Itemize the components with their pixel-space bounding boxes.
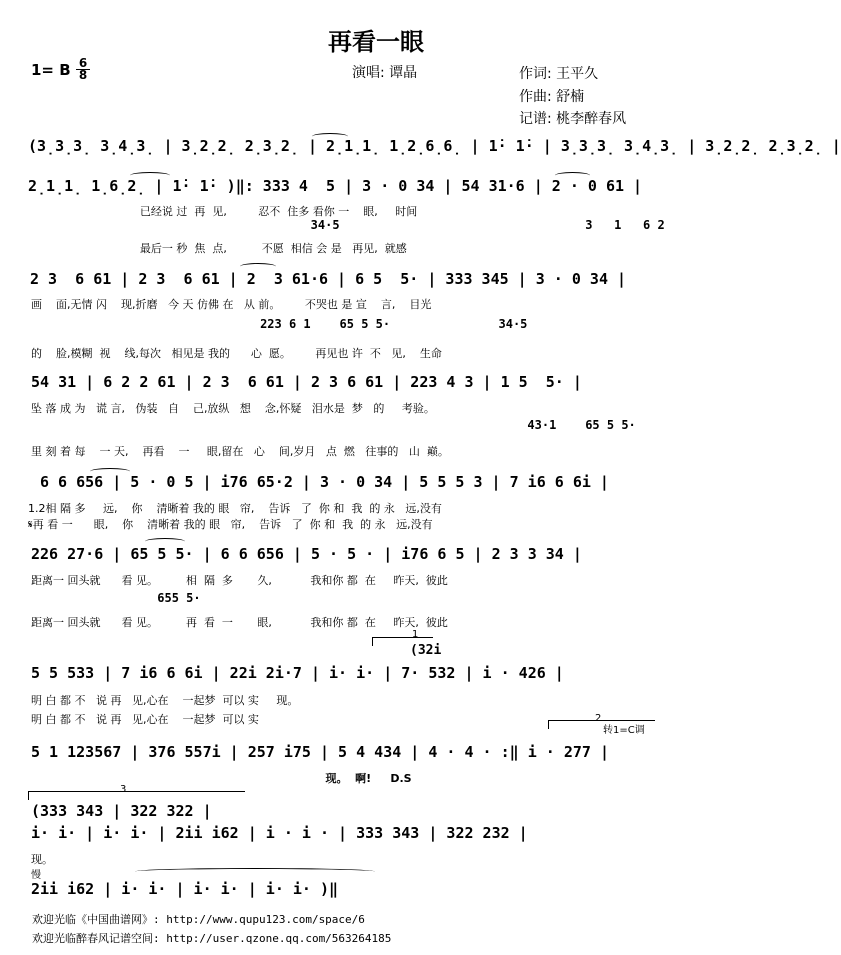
time-signature-bottom: 8	[78, 68, 88, 82]
lyric-line: 距离一 回头就 看 见。 相 隔 多 久, 我和你 都 在 昨天, 彼此	[31, 574, 448, 587]
slur-mark	[240, 263, 276, 270]
slur-mark	[135, 868, 375, 875]
footer-link-qzone[interactable]: 欢迎光临醉春风记谱空间: http://user.qzone.qq.com/563264185	[32, 932, 392, 945]
time-signature-top: 6	[76, 58, 90, 70]
transcriber-credit: 记谱: 桃李醉春风	[519, 111, 627, 127]
slur-mark	[312, 133, 348, 140]
score-row-4: 54 31 | 6 2 2 61 | 2 3 6 61 | 2 3 6 61 | 223 4 3 | 1 5 5· |	[31, 373, 582, 391]
lyric-line: 明 白 都 不 说 再 见,心在 一起梦 可以 实	[31, 713, 259, 726]
lyric-line: 现。	[31, 853, 53, 866]
score-row-9a: (333 343 | 322 322 |	[31, 802, 212, 820]
composer-credit: 作曲: 舒楠	[519, 89, 585, 105]
score-row-8: 5 1 123567 | 376 557i | 257 i75 | 5 4 434 | 4 · 4 · :‖ i · 277 |	[31, 743, 609, 761]
slur-mark	[145, 538, 185, 545]
alt-notes: 655 5·	[85, 591, 201, 605]
key-change-note: 转1=C调	[603, 725, 645, 736]
lyric-line: 现。 啊! D.S	[0, 772, 412, 785]
lyric-line: 距离一 回头就 看 见。 再 看 一 眼, 我和你 都 在 昨天, 彼此	[31, 616, 448, 629]
singer-credit: 演唱: 谭晶	[352, 65, 418, 81]
score-row-2: 2̣1̣1̣ 1̣6̣2̣ | 1̇· 1̇· )‖: 333 4 5 | 3 · 0 34 | 54 31·6 | 2 · 0 61 |	[28, 177, 643, 195]
lyric-line-verse1: 1.2相 隔 多 远, 你 清晰着 我的 眼 帘, 告诉 了 你 和 我 的 永 远,没有	[28, 502, 442, 515]
score-row-1: (3̣3̣3̣ 3̣4̣3̣ | 3̣2̣2̣ 2̣3̣2̣ | 2̣1̣1̣ 1̣2̣6̣6̣ | 1̇· 1̇· | 3̣3̣3̣ 3̣4̣3̣ | 3̣2̣2̣ 2̣3̣2̣ |	[28, 137, 841, 155]
song-title: 再看一眼	[328, 27, 424, 56]
triplet-bracket	[28, 791, 245, 800]
time-signature	[76, 58, 90, 81]
score-row-9b: i· i· | i· i· | 2ii i62 | i · i · | 333 343 | 322 232 |	[31, 824, 528, 842]
ending1-notes: (32i	[410, 643, 442, 658]
ending-number-1: 1	[412, 629, 419, 640]
ending-number-2: 2	[595, 713, 602, 724]
score-row-7: 5 5 533 | 7 i6 6 6i | 22i 2i·7 | i· i· | 7· 532 | i · 426 |	[31, 664, 564, 682]
score-row-5: 6 6 656 | 5 · 0 5 | i76 65·2 | 3 · 0 34 | 5 5 5 3 | 7 i6 6 6i |	[40, 473, 609, 491]
score-row-10: 2ii i62 | i· i· | i· i· | i· i· )‖	[31, 880, 339, 898]
alt-notes: 43·1 65 5 5·	[0, 418, 636, 432]
lyric-line: 画 面,无情 闪 现,折磨 今 天 仿佛 在 从 前。 不哭也 是 宣 言, 目光	[31, 298, 432, 311]
triplet-mark: 3	[120, 784, 127, 795]
slur-mark	[130, 172, 170, 179]
lyric-line: 里 刻 着 每 一 天, 再看 一 眼,留在 心 间,岁月 点 燃 往事的 山 巅。	[31, 445, 449, 458]
lyric-line: 的 脸,模糊 视 线,每次 相见是 我的 心 愿。 再见也 许 不 见, 生命	[31, 347, 442, 360]
key-signature: 1= B	[31, 61, 71, 79]
tempo-slow-mark: 慢	[31, 870, 41, 881]
lyric-line: 已经说 过 再 见, 忍不 住多 看你 一 眼, 时间	[0, 205, 418, 218]
slur-mark	[90, 468, 130, 475]
score-row-3: 2 3 6 61 | 2 3 6 61 | 2 3 61·6 | 6 5 5· | 333 345 | 3 · 0 34 |	[30, 270, 627, 288]
alt-notes: 223 6 1 65 5 5· 34·5	[0, 317, 528, 331]
lyricist-credit: 作词: 王平久	[519, 66, 599, 82]
slur-mark	[555, 172, 590, 179]
lyric-line-segno: 𝄋再 看 一 眼, 你 清晰着 我的 眼 帘, 告诉 了 你 和 我 的 永 远,没有	[28, 518, 433, 531]
lyric-line: 明 白 都 不 说 再 见,心在 一起梦 可以 实 现。	[31, 694, 299, 707]
lyric-line: 最后一 秒 焦 点, 不愿 相信 会 是 再见, 就感	[0, 242, 407, 255]
score-row-6: 226 27·6 | 65 5 5· | 6 6 656 | 5 · 5 · | i76 6 5 | 2 3 3 34 |	[31, 545, 582, 563]
alt-notes: 34·5 3 1 6 2	[0, 218, 665, 232]
footer-link-qupu[interactable]: 欢迎光临《中国曲谱网》: http://www.qupu123.com/space/6	[32, 913, 365, 926]
lyric-line: 坠 落 成 为 谎 言, 伪装 自 己,放纵 想 念,怀疑 泪水是 梦 的 考验。	[31, 402, 435, 415]
